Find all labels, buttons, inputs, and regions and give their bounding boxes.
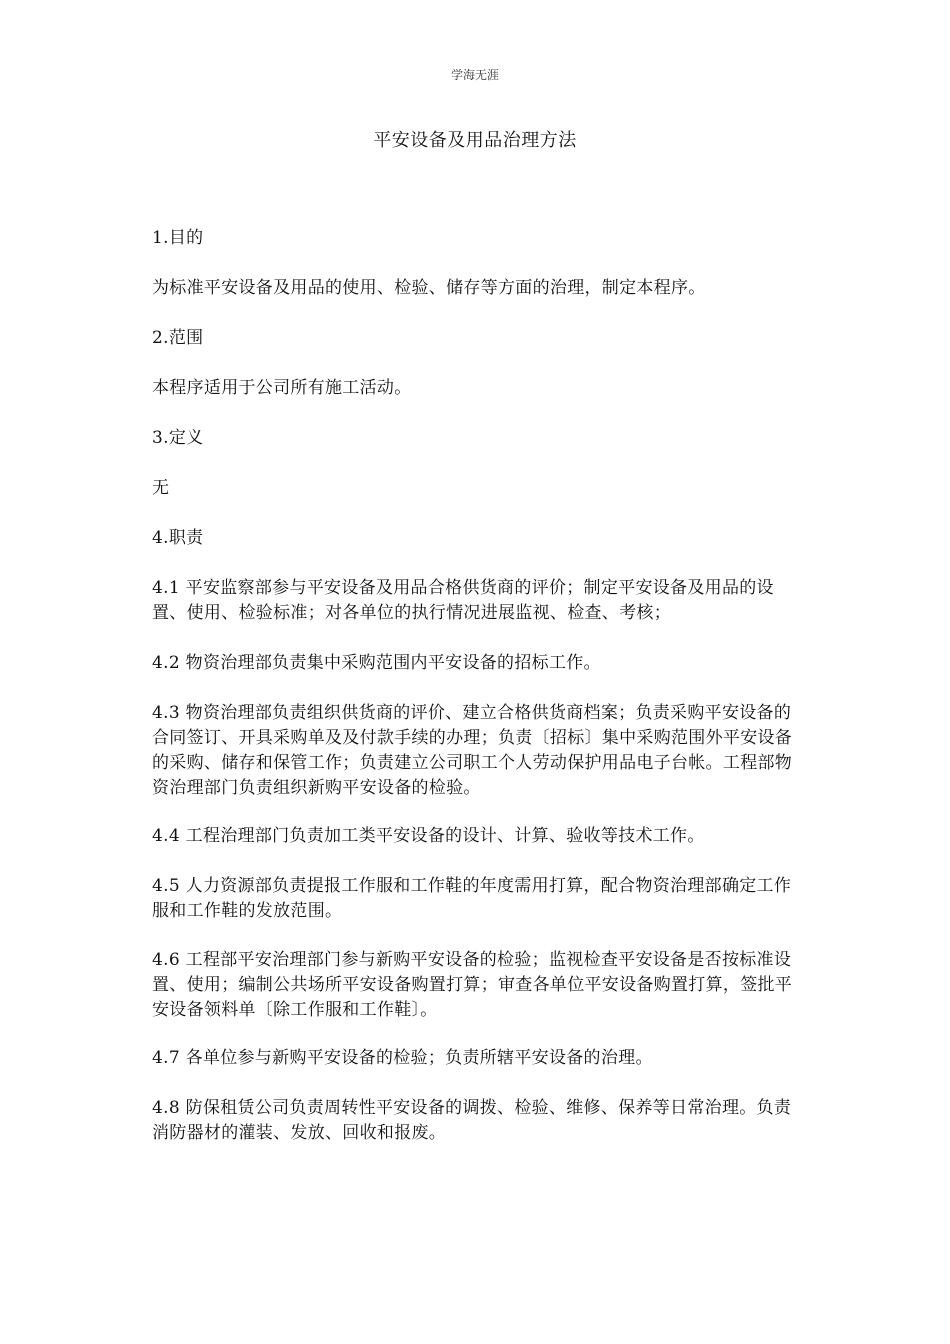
paragraph-purpose: 为标准平安设备及用品的使用、检验、储存等方面的治理，制定本程序。 xyxy=(152,278,706,298)
paragraph-4-1: 4.1 平安监察部参与平安设备及用品合格供货商的评价；制定平安设备及用品的设置、使用、检验标准；对各单位的执行情况进展监视、检查、考核； xyxy=(152,578,774,623)
heading-purpose: 1.目的 xyxy=(152,228,204,248)
paragraph-4-3: 4.3 物资治理部负责组织供货商的评价、建立合格供货商档案；负责采购平安设备的合同签订、开具采购单及及付款手续的办理；负责〔招标〕集中采购范围外平安设备的采购、储存和保管工作；负责建立公司职工个人劳动保护用品电子台帐。工程部物资治理部门负责组织新购平安设备的检验。 xyxy=(152,703,793,798)
paragraph-4-8: 4.8 防保租赁公司负责周转性平安设备的调拨、检验、维修、保养等日常治理。负责消防器材的灌装、发放、回收和报废。 xyxy=(152,1098,792,1143)
paragraph-4-7: 4.7 各单位参与新购平安设备的检验；负责所辖平安设备的治理。 xyxy=(152,1048,653,1068)
paragraph-4-5: 4.5 人力资源部负责提报工作服和工作鞋的年度需用打算，配合物资治理部确定工作服和工作鞋的发放范围。 xyxy=(152,876,792,921)
page-header: 学海无涯 xyxy=(450,68,499,82)
heading-definition: 3.定义 xyxy=(152,428,204,448)
document-title: 平安设备及用品治理方法 xyxy=(373,130,577,151)
paragraph-4-2: 4.2 物资治理部负责集中采购范围内平安设备的招标工作。 xyxy=(152,653,601,673)
paragraph-definition: 无 xyxy=(152,478,170,498)
paragraph-4-4: 4.4 工程治理部门负责加工类平安设备的设计、计算、验收等技术工作。 xyxy=(152,826,705,846)
heading-scope: 2.范围 xyxy=(152,328,204,348)
paragraph-scope: 本程序适用于公司所有施工活动。 xyxy=(152,378,412,398)
paragraph-4-6: 4.6 工程部平安治理部门参与新购平安设备的检验；监视检查平安设备是否按标准设置、使用；编制公共场所平安设备购置打算；审查各单位平安设备购置打算，签批平安设备领料单〔除工作服和工作鞋〕。 xyxy=(152,950,793,1020)
heading-responsibilities: 4.职责 xyxy=(152,528,204,548)
